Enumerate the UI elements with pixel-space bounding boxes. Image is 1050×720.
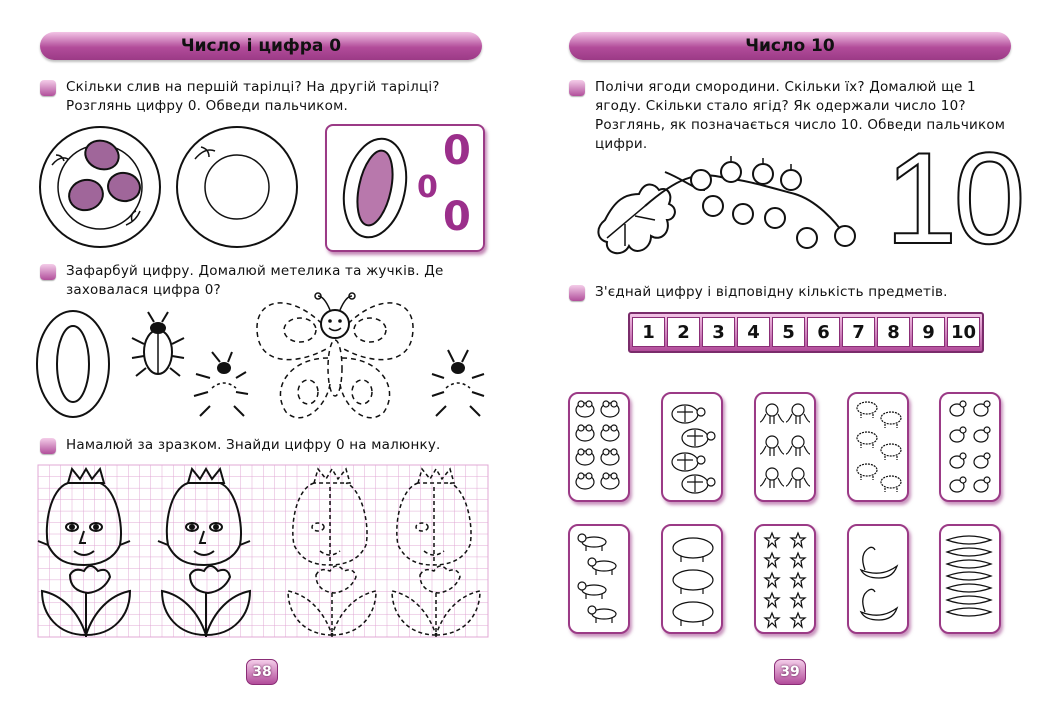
chick-icon: [974, 453, 990, 468]
hippos-card[interactable]: [661, 524, 723, 634]
small-zero: 0: [443, 128, 471, 174]
left-task-1: Скільки слив на першій тарілці? На другій тарілці? Розглянь цифру 0. Обведи пальчиком.: [66, 79, 440, 114]
right-page-title: Число 10: [569, 32, 1011, 60]
number-cell[interactable]: 2: [667, 317, 700, 347]
small-zero: 0: [443, 194, 471, 240]
frog-icon: [601, 401, 619, 417]
turtle-icon: [682, 475, 715, 493]
sheep-icon: [857, 464, 877, 480]
chick-icon: [974, 477, 990, 492]
dog-icon: [588, 558, 616, 575]
task-bullet: [40, 438, 56, 454]
star-icon: [765, 533, 779, 547]
plum-plate-icon: [38, 125, 163, 250]
dog-icon: [588, 606, 616, 623]
octopus-icon: [760, 468, 784, 488]
star-icon: [791, 573, 805, 587]
sheep-card[interactable]: [847, 392, 909, 502]
sheep-icon: [857, 402, 877, 418]
number-cell[interactable]: 10: [947, 317, 980, 347]
turtle-icon: [682, 429, 715, 447]
dolphin-icon: [947, 548, 991, 556]
number-cell[interactable]: 8: [877, 317, 910, 347]
octopus-icon: [786, 436, 810, 456]
task-bullet: [40, 264, 56, 280]
star-icon: [765, 613, 779, 627]
turtle-icon: [672, 453, 705, 471]
frog-icon: [601, 449, 619, 465]
swans-card[interactable]: [847, 524, 909, 634]
stars-card[interactable]: [754, 524, 816, 634]
dolphin-icon: [947, 584, 991, 592]
dolphin-icon: [947, 608, 991, 616]
hippo-icon: [673, 602, 713, 626]
frog-icon: [576, 425, 594, 441]
dog-icon: [578, 534, 606, 551]
frog-icon: [601, 473, 619, 489]
star-icon: [791, 553, 805, 567]
star-icon: [791, 533, 805, 547]
left-task-2: Зафарбуй цифру. Домалюй метелика та жучків. Де заховалася цифра 0?: [66, 263, 444, 298]
frog-icon: [601, 425, 619, 441]
chick-icon: [950, 401, 966, 416]
number-cell[interactable]: 6: [807, 317, 840, 347]
octopus-icon: [786, 404, 810, 424]
number-cell[interactable]: 3: [702, 317, 735, 347]
chick-icon: [974, 401, 990, 416]
beetle-icon: [190, 348, 250, 418]
number-cell[interactable]: 9: [912, 317, 945, 347]
frog-icon: [576, 401, 594, 417]
chick-icon: [950, 427, 966, 442]
octopus-icon: [760, 404, 784, 424]
right-page: [525, 0, 1050, 720]
chicks-card[interactable]: [939, 392, 1001, 502]
star-icon: [765, 593, 779, 607]
star-icon: [791, 613, 805, 627]
drawing-grid: [38, 465, 488, 637]
dogs-card[interactable]: [568, 524, 630, 634]
right-task-1: Полічи ягоди смородини. Скільки їх? Домалюй ще 1 ягоду. Скільки стало ягід? Як одержали число 10? Розглянь, як позначається число 10. Обведи пальчиком цифри.: [595, 79, 1006, 152]
swan-icon: [861, 547, 897, 578]
star-icon: [791, 593, 805, 607]
star-icon: [765, 573, 779, 587]
sheep-icon: [857, 432, 877, 448]
sheep-icon: [881, 444, 901, 460]
number-cell[interactable]: 5: [772, 317, 805, 347]
empty-plate-icon: [175, 125, 300, 250]
hippo-icon: [673, 570, 713, 594]
dolphin-icon: [947, 560, 991, 568]
sheep-icon: [881, 476, 901, 492]
task-bullet: [569, 285, 585, 301]
chick-icon: [950, 453, 966, 468]
chick-icon: [974, 427, 990, 442]
number-cell[interactable]: 7: [842, 317, 875, 347]
number-row: [628, 312, 984, 353]
dolphin-icon: [947, 596, 991, 604]
turtles-card[interactable]: [661, 392, 723, 502]
octopus-icon: [760, 436, 784, 456]
left-page-title: Число і цифра 0: [40, 32, 482, 60]
dolphin-icon: [947, 536, 991, 544]
beetle-icon: [130, 308, 186, 380]
star-icon: [765, 553, 779, 567]
small-zero: 0: [417, 170, 438, 205]
chick-icon: [950, 477, 966, 492]
frog-icon: [576, 473, 594, 489]
turtle-icon: [672, 405, 705, 423]
butterfly-icon: [250, 288, 420, 428]
dog-icon: [578, 582, 606, 599]
hippo-icon: [673, 538, 713, 562]
dolphins-card[interactable]: [939, 524, 1001, 634]
big-number-ten: 10: [885, 125, 1022, 271]
task-bullet: [569, 80, 585, 96]
digit-zero-box: [325, 124, 485, 252]
dolphin-icon: [947, 572, 991, 580]
octopus-card[interactable]: [754, 392, 816, 502]
sheep-icon: [881, 412, 901, 428]
beetle-icon: [428, 348, 488, 418]
right-task-2: З'єднай цифру і відповідну кількість предметів.: [595, 284, 948, 300]
number-cell[interactable]: 1: [632, 317, 665, 347]
currant-branch-icon: [595, 150, 865, 270]
page-number: 39: [774, 659, 806, 685]
frogs-card[interactable]: [568, 392, 630, 502]
task-bullet: [40, 80, 56, 96]
octopus-icon: [786, 468, 810, 488]
outlined-zero-icon: [335, 132, 415, 244]
number-cell[interactable]: 4: [737, 317, 770, 347]
hollow-zero-icon: [34, 308, 112, 420]
left-task-3: Намалюй за зразком. Знайди цифру 0 на малюнку.: [66, 437, 441, 453]
frog-icon: [576, 449, 594, 465]
swan-icon: [861, 589, 897, 620]
page-number: 38: [246, 659, 278, 685]
